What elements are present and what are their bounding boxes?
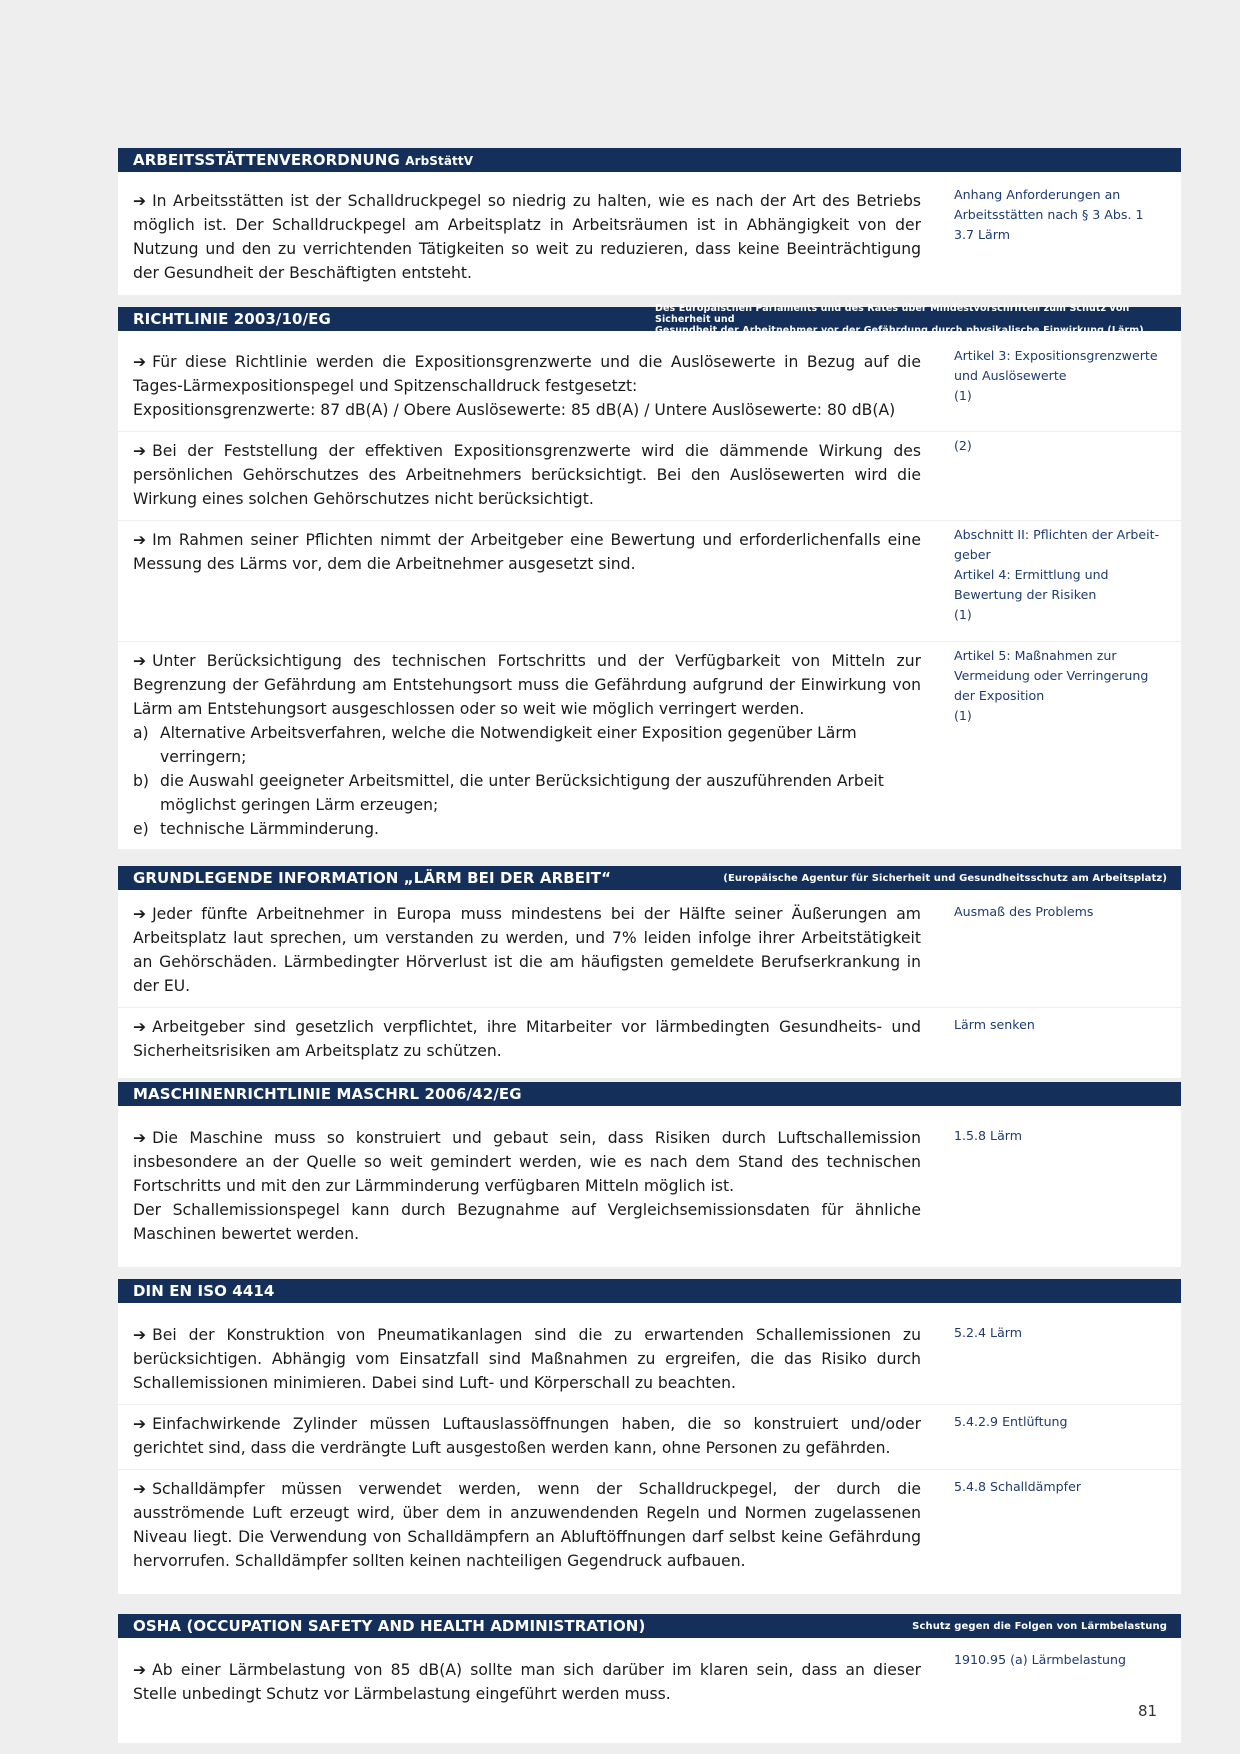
section-subtitle: Schutz gegen die Folgen von Lärmbelastung: [912, 1620, 1167, 1632]
section-title: MASCHINENRICHTLINIE MASCHRL 2006/42/EG: [133, 1085, 522, 1103]
section-header: [118, 1279, 1181, 1303]
paragraph-text: Einfachwirkende Zylinder müssen Luftauslassöffnungen haben, die so konstruiert und/oder gerichtet sind, dass die verdrängte Luft ausgestoßen werden kann, ohne Personen zu gefährden.: [133, 1415, 921, 1457]
paragraph-row: [118, 346, 1181, 432]
paragraph-row: [118, 521, 1181, 642]
arrow-icon: ➔: [133, 905, 147, 923]
list-item: a) Alternative Arbeitsverfahren, welche die Notwendigkeit einer Exposition gegenüber Lärm verringern;: [133, 724, 857, 766]
arrow-icon: ➔: [133, 1661, 147, 1679]
paragraph-row: [118, 1405, 1181, 1470]
section-richtlinie-2003-10: [118, 302, 1181, 849]
section-header: [118, 1082, 1181, 1106]
reference-note: Ausmaß des Problems: [954, 904, 1094, 919]
paragraph-text: Unter Berücksichtigung des technischen Fortschritts und der Verfügbarkeit von Mitteln zur Begrenzung der Gefährdung am Entstehungsort muss die Gefährdung aufgrund der Einwirkung von Lärm am Entstehungsort ausgeschlossen oder so weit wie möglich verringert werden.: [133, 652, 921, 718]
section-title: ARBEITSSTÄTTENVERORDNUNG ArbStättV: [133, 151, 474, 169]
arrow-icon: ➔: [133, 442, 147, 460]
paragraph-text: Ab einer Lärmbelastung von 85 dB(A) sollte man sich darüber im klaren sein, dass an dieser Stelle unbedingt Schutz vor Lärmbelastung eingeführt werden muss.: [133, 1661, 921, 1703]
reference-note: 1.5.8 Lärm: [954, 1128, 1023, 1143]
reference-note: 5.2.4 Lärm: [954, 1325, 1023, 1340]
reference-note: Artikel 3: Expositionsgrenzwerte und Auslösewerte (1): [954, 348, 1158, 403]
paragraph-text: Bei der Konstruktion von Pneumatikanlagen sind die zu erwartenden Schallemissionen zu berücksichtigen. Abhängig vom Einsatzfall sind Maßnahmen zu ergreifen, die das Risiko durch Schallemissionen minimieren. Dabei sind Luft- und Körperschall zu beachten.: [133, 1326, 921, 1392]
arrow-icon: ➔: [133, 652, 147, 670]
section-header: [118, 302, 1181, 336]
paragraph-text: Expositionsgrenzwerte: 87 dB(A) / Obere Auslösewerte: 85 dB(A) / Untere Auslösewerte: 80 dB(A): [133, 401, 896, 419]
paragraph-row: [118, 432, 1181, 521]
paragraph-text: Bei der Feststellung der effektiven Expositionsgrenzwerte wird die dämmende Wirkung des persönlichen Gehörschutzes des Arbeitnehmers berücksichtigt. Bei den Auslösewerten wird die Wirkung eines solchen Gehörschutzes nicht berücksichtigt.: [133, 442, 921, 508]
arrow-icon: ➔: [133, 1129, 147, 1147]
section-title: OSHA (OCCUPATION SAFETY AND HEALTH ADMINISTRATION): [133, 1617, 646, 1635]
arrow-icon: ➔: [133, 1480, 147, 1498]
section-din-en-iso-4414: [118, 1279, 1181, 1594]
reference-note: Lärm senken: [954, 1017, 1035, 1032]
section-header: [118, 148, 1181, 172]
paragraph-row: [118, 1319, 1181, 1405]
paragraph-row: [118, 642, 1181, 843]
section-title: GRUNDLEGENDE INFORMATION „LÄRM BEI DER ARBEIT“: [133, 869, 612, 887]
paragraph-row: [118, 1122, 1181, 1255]
paragraph-row: [118, 1008, 1181, 1072]
reference-note: 5.4.2.9 Entlüftung: [954, 1414, 1068, 1429]
reference-note: 1910.95 (a) Lärmbelastung: [954, 1652, 1127, 1667]
section-arbstaettv: [118, 148, 1181, 295]
arrow-icon: ➔: [133, 1018, 147, 1036]
paragraph-text: Die Maschine muss so konstruiert und gebaut sein, dass Risiken durch Luftschallemission insbesondere an der Quelle so weit gemindert werden, wie es nach dem Stand des technischen Fortschritts und mit den zur Lärmminderung verfügbaren Mitteln möglich ist.: [133, 1129, 921, 1195]
arrow-icon: ➔: [133, 1326, 147, 1344]
arrow-icon: ➔: [133, 531, 147, 549]
paragraph-text: Der Schallemissionspegel kann durch Bezugnahme auf Vergleichsemissionsdaten für ähnliche Maschinen bewertet werden.: [133, 1201, 921, 1243]
section-subtitle: Des Europäischen Parlaments und des Rates über Mindestvorschriften zum Schutz von Sicherheit und Gesundheit der Arbeitnehmer vor der Gefährdung durch physikalische Einwirkung (Lärm): [655, 302, 1144, 336]
paragraph-text: Für diese Richtlinie werden die Expositionsgrenzwerte und die Auslösewerte in Bezug auf die Tages-Lärmexpositionspegel und Spitzenschalldruck festgesetzt:: [133, 353, 921, 395]
reference-note: Anhang Anforderungen an Arbeitsstätten nach § 3 Abs. 1 3.7 Lärm: [954, 187, 1144, 242]
measure-list: [133, 721, 921, 841]
section-title: DIN EN ISO 4414: [133, 1282, 275, 1300]
reference-note: (2): [954, 438, 972, 453]
paragraph-text: Arbeitgeber sind gesetzlich verpflichtet, ihre Mitarbeiter vor lärmbedingten Gesundheits- und Sicherheitsrisiken am Arbeitsplatz zu schützen.: [133, 1018, 921, 1060]
section-header: [118, 1614, 1181, 1638]
paragraph-row: [118, 1470, 1181, 1582]
paragraph-row: [118, 1646, 1181, 1715]
list-item: e) technische Lärmminderung.: [133, 820, 380, 838]
arrow-icon: ➔: [133, 353, 147, 371]
arrow-icon: ➔: [133, 1415, 147, 1433]
document-content: [118, 148, 1181, 1743]
section-header: [118, 866, 1181, 890]
reference-note: 5.4.8 Schalldämpfer: [954, 1479, 1081, 1494]
paragraph-row: [118, 898, 1181, 1008]
section-grundlegende-information: [118, 866, 1181, 1078]
section-title: RICHTLINIE 2003/10/EG: [133, 310, 331, 328]
list-item: b) die Auswahl geeigneter Arbeitsmittel, die unter Berücksichtigung der auszuführenden Arbeit möglichst geringen Lärm erzeugen;: [133, 772, 884, 814]
paragraph-text: Jeder fünfte Arbeitnehmer in Europa muss mindestens bei der Hälfte seiner Äußerungen am Arbeitsplatz laut sprechen, um verstanden zu werden, und 7% leiden infolge ihrer Arbeitstätigkeit an Gehörschäden. Lärmbedingter Hörverlust ist die am häufigsten gemeldete Berufserkrankung in der EU.: [133, 905, 921, 995]
section-subtitle: (Europäische Agentur für Sicherheit und Gesundheitsschutz am Arbeitsplatz): [723, 872, 1167, 884]
reference-note: Artikel 5: Maßnahmen zur Vermeidung oder Verringerung der Exposition (1): [954, 648, 1149, 723]
paragraph-text: Schalldämpfer müssen verwendet werden, wenn der Schalldruckpegel, der durch die ausströmende Luft erzeugt wird, über dem in anzuwendenden Regeln und Normen zugelassenen Niveau liegt. Die Verwendung von Schalldämpfern an Abluftöffnungen darf selbst keine Gefährdung hervorrufen. Schalldämpfer sollten keinen nachteiligen Gegendruck aufbauen.: [133, 1480, 921, 1570]
section-maschinenrichtlinie: [118, 1082, 1181, 1267]
reference-note: Abschnitt II: Pflichten der Arbeit- geber Artikel 4: Ermittlung und Bewertung der Risiken (1): [954, 527, 1160, 622]
paragraph-text: Im Rahmen seiner Pflichten nimmt der Arbeitgeber eine Bewertung und erforderlichenfalls eine Messung des Lärms vor, dem die Arbeitnehmer ausgesetzt sind.: [133, 531, 921, 573]
arrow-icon: ➔: [133, 192, 147, 210]
section-osha: [118, 1614, 1181, 1743]
paragraph-text: In Arbeitsstätten ist der Schalldruckpegel so niedrig zu halten, wie es nach der Art des Betriebs möglich ist. Der Schalldruckpegel am Arbeitsplatz in Arbeitsräumen ist in Abhängigkeit von der Nutzung und den zu verrichtenden Tätigkeiten so weit zu reduzieren, dass keine Beeinträchtigung der Gesundheit der Beschäftigten entsteht.: [133, 192, 921, 282]
page-number: 81: [1138, 1702, 1158, 1720]
paragraph-row: [118, 185, 1181, 294]
